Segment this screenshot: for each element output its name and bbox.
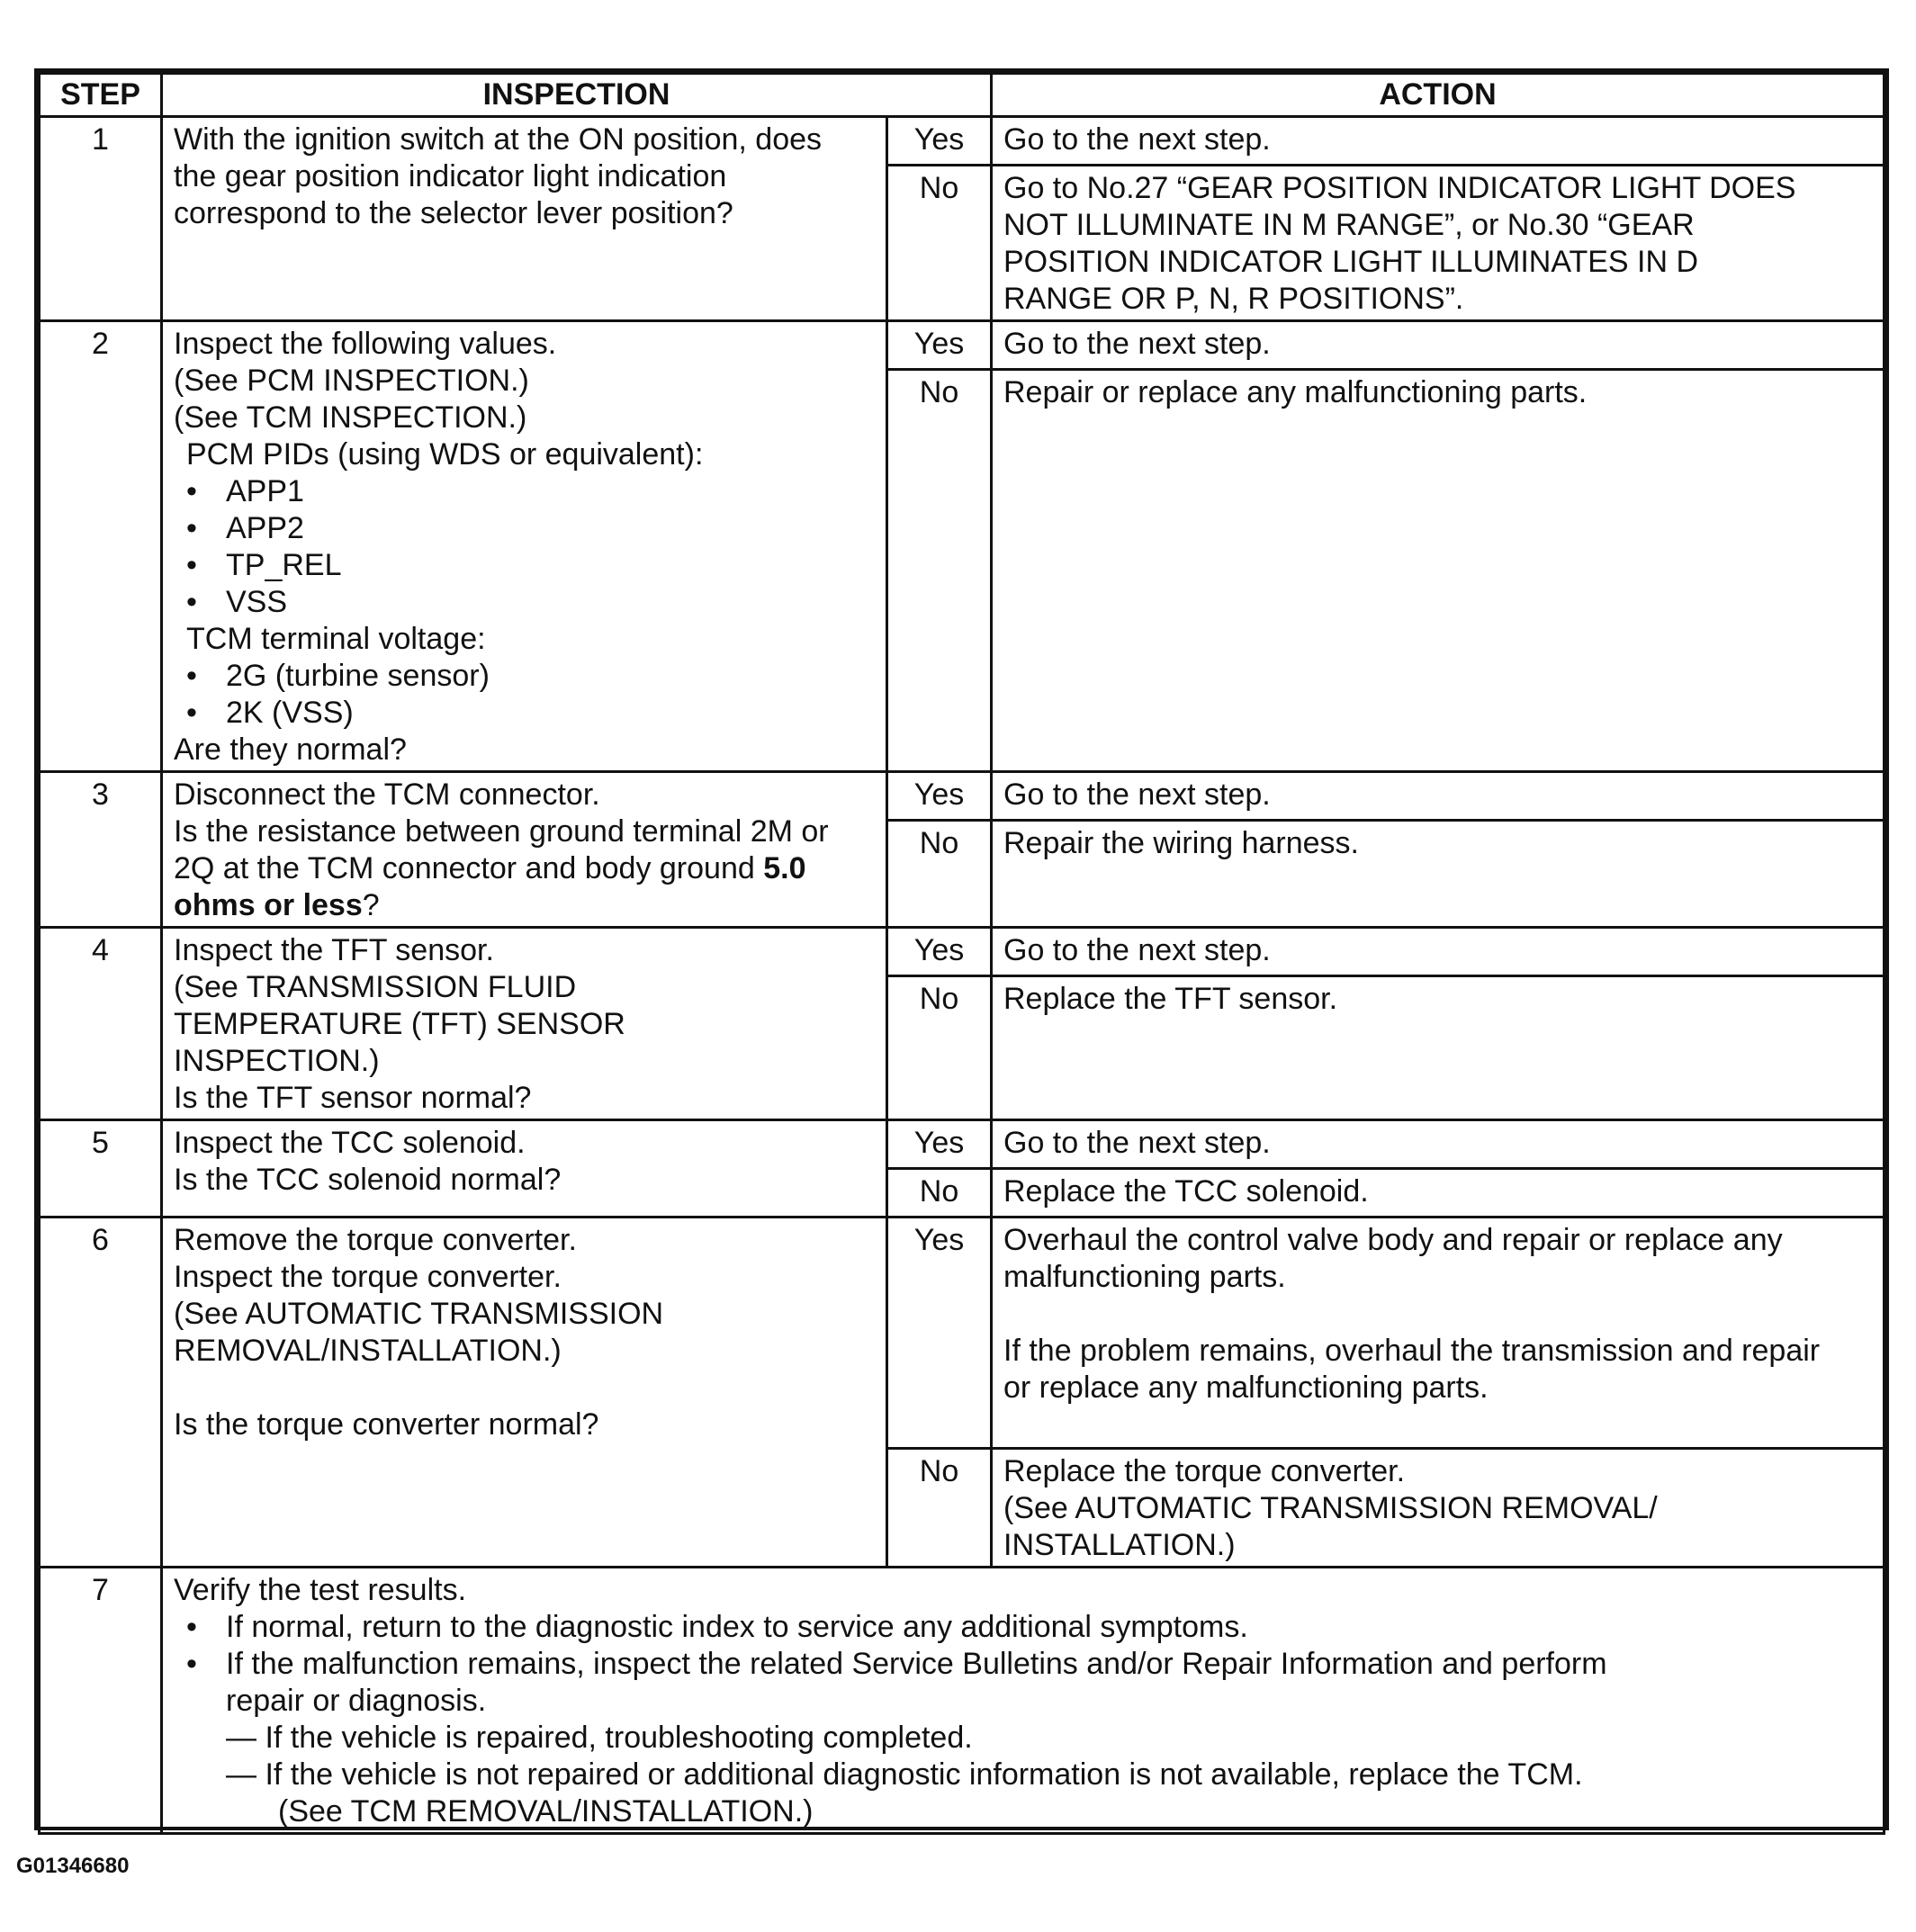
action-line: Overhaul the control valve body and repair or replace any bbox=[1003, 1223, 1783, 1257]
yes-action bbox=[992, 321, 1885, 370]
action-line: Repair or replace any malfunctioning parts. bbox=[1003, 375, 1588, 409]
action-line: or replace any malfunctioning parts. bbox=[1003, 1370, 1489, 1405]
dash-icon: — bbox=[226, 1721, 265, 1755]
yes-action bbox=[992, 117, 1885, 166]
step-number: 7 bbox=[40, 1568, 162, 1834]
inspection-question: Are they normal? bbox=[174, 732, 407, 767]
inspection-line: Inspect the torque converter. bbox=[174, 1260, 562, 1294]
no-action bbox=[992, 166, 1885, 321]
inspection-cell bbox=[162, 1120, 887, 1218]
inspection-line: INSPECTION.) bbox=[174, 1044, 380, 1078]
bullet-item: • If normal, return to the diagnostic index to service any additional symptoms. bbox=[186, 1610, 1248, 1644]
inspection-line: Is the TCC solenoid normal? bbox=[174, 1163, 562, 1197]
yes-label: Yes bbox=[887, 321, 992, 370]
no-action bbox=[992, 1449, 1885, 1568]
bullet-item: • If the malfunction remains, inspect the related Service Bulletins and/or Repair Information and perform bbox=[186, 1647, 1607, 1681]
inspection-cell bbox=[162, 772, 887, 928]
action-line: Repair the wiring harness. bbox=[1003, 826, 1359, 860]
no-label: No bbox=[887, 370, 992, 772]
inspection-line: Is the resistance between ground terminal 2M or bbox=[174, 814, 829, 849]
inspection-line: Remove the torque converter. bbox=[174, 1223, 577, 1257]
step-number: 5 bbox=[40, 1120, 162, 1218]
yes-label: Yes bbox=[887, 1120, 992, 1169]
action-line: Go to the next step. bbox=[1003, 1126, 1271, 1160]
step-row bbox=[40, 1218, 1885, 1449]
bullet-dot-icon: • bbox=[186, 1647, 197, 1681]
bullet-dot-icon: • bbox=[186, 659, 197, 693]
bullet-item: • APP2 bbox=[186, 511, 304, 545]
inspection-cell bbox=[162, 321, 887, 772]
step-number: 4 bbox=[40, 928, 162, 1120]
action-line: Go to the next step. bbox=[1003, 933, 1271, 967]
inspection-cell bbox=[162, 117, 887, 321]
inspection-line: Inspect the TCC solenoid. bbox=[174, 1126, 526, 1160]
action-line: POSITION INDICATOR LIGHT ILLUMINATES IN D bbox=[1003, 245, 1699, 279]
step-number: 3 bbox=[40, 772, 162, 928]
bullet-dot-icon: • bbox=[186, 511, 197, 545]
step-row bbox=[40, 772, 1885, 821]
no-label: No bbox=[887, 1169, 992, 1218]
action-line: Replace the TCC solenoid. bbox=[1003, 1174, 1369, 1209]
yes-label: Yes bbox=[887, 117, 992, 166]
inspection-cell bbox=[162, 928, 887, 1120]
no-action bbox=[992, 821, 1885, 928]
header-action: ACTION bbox=[992, 74, 1885, 117]
action-line: RANGE OR P, N, R POSITIONS”. bbox=[1003, 282, 1464, 316]
dash-item: — If the vehicle is repaired, troubleshooting completed. bbox=[226, 1721, 973, 1755]
step-row bbox=[40, 117, 1885, 166]
bullet-dot-icon: • bbox=[186, 585, 197, 619]
bullet-dot-icon: • bbox=[186, 1610, 197, 1644]
yes-action bbox=[992, 772, 1885, 821]
yes-action bbox=[992, 1120, 1885, 1169]
inspection-line: the gear position indicator light indication bbox=[174, 159, 727, 193]
no-label: No bbox=[887, 821, 992, 928]
no-action bbox=[992, 976, 1885, 1120]
bullet-item: • 2G (turbine sensor) bbox=[186, 659, 490, 693]
dash-icon: — bbox=[226, 1757, 265, 1792]
tcm-heading: TCM terminal voltage: bbox=[186, 622, 486, 656]
see-reference: (See TCM REMOVAL/INSTALLATION.) bbox=[278, 1794, 814, 1829]
inspection-cell bbox=[162, 1218, 887, 1568]
no-label: No bbox=[887, 1449, 992, 1568]
step-row bbox=[40, 928, 1885, 976]
step-number: 6 bbox=[40, 1218, 162, 1568]
bullet-item: • VSS bbox=[186, 585, 288, 619]
inspection-question: Is the torque converter normal? bbox=[174, 1407, 599, 1442]
bullet-dot-icon: • bbox=[186, 696, 197, 730]
header-row bbox=[40, 74, 1885, 117]
bullet-item: • TP_REL bbox=[186, 548, 342, 582]
inspection-line: ohms or less? bbox=[174, 888, 380, 922]
yes-label: Yes bbox=[887, 928, 992, 976]
dash-item: — If the vehicle is not repaired or additional diagnostic information is not available, replace the TCM. bbox=[226, 1757, 1583, 1792]
inspection-line: (See AUTOMATIC TRANSMISSION bbox=[174, 1297, 664, 1331]
action-line: Replace the torque converter. bbox=[1003, 1454, 1406, 1488]
bullet-item: • 2K (VSS) bbox=[186, 696, 354, 730]
pcm-heading: PCM PIDs (using WDS or equivalent): bbox=[186, 437, 704, 472]
inspection-line: 2Q at the TCM connector and body ground 5.0 bbox=[174, 851, 806, 885]
header-step: STEP bbox=[40, 74, 162, 117]
no-action bbox=[992, 370, 1885, 772]
no-label: No bbox=[887, 166, 992, 321]
inspection-line: (See TRANSMISSION FLUID bbox=[174, 970, 577, 1004]
step-number: 1 bbox=[40, 117, 162, 321]
action-line: NOT ILLUMINATE IN M RANGE”, or No.30 “GEAR bbox=[1003, 208, 1695, 242]
bullet-dot-icon: • bbox=[186, 474, 197, 508]
action-line: Replace the TFT sensor. bbox=[1003, 982, 1338, 1016]
action-line: Go to No.27 “GEAR POSITION INDICATOR LIGHT DOES bbox=[1003, 171, 1796, 205]
action-line: (See AUTOMATIC TRANSMISSION REMOVAL/ bbox=[1003, 1491, 1658, 1525]
bullet-continuation: repair or diagnosis. bbox=[226, 1684, 487, 1718]
step-number: 2 bbox=[40, 321, 162, 772]
inspection-line: (See TCM INSPECTION.) bbox=[174, 400, 527, 435]
inspection-line: (See PCM INSPECTION.) bbox=[174, 364, 529, 398]
action-line: malfunctioning parts. bbox=[1003, 1260, 1286, 1294]
action-line: Go to the next step. bbox=[1003, 122, 1271, 157]
no-action bbox=[992, 1169, 1885, 1218]
inspection-line: correspond to the selector lever position? bbox=[174, 196, 733, 230]
action-line: Go to the next step. bbox=[1003, 777, 1271, 812]
bold-value: ohms or less bbox=[174, 888, 363, 922]
yes-action bbox=[992, 1218, 1885, 1449]
yes-label: Yes bbox=[887, 1218, 992, 1449]
action-line: INSTALLATION.) bbox=[1003, 1528, 1236, 1562]
no-label: No bbox=[887, 976, 992, 1120]
inspection-line: REMOVAL/INSTALLATION.) bbox=[174, 1334, 562, 1368]
inspection-line: Inspect the following values. bbox=[174, 327, 557, 361]
action-line: Go to the next step. bbox=[1003, 327, 1271, 361]
diagnostic-table bbox=[34, 68, 1889, 1830]
verify-cell bbox=[162, 1568, 1885, 1834]
inspection-line: With the ignition switch at the ON position, does bbox=[174, 122, 823, 157]
bullet-dot-icon: • bbox=[186, 548, 197, 582]
figure-code: G01346680 bbox=[16, 1854, 130, 1878]
yes-label: Yes bbox=[887, 772, 992, 821]
step-row bbox=[40, 1568, 1885, 1834]
inspection-line: Is the TFT sensor normal? bbox=[174, 1081, 532, 1115]
bold-value: 5.0 bbox=[763, 851, 806, 885]
verify-intro: Verify the test results. bbox=[174, 1573, 467, 1607]
bullet-item: • APP1 bbox=[186, 474, 304, 508]
inspection-line: Disconnect the TCM connector. bbox=[174, 777, 600, 812]
header-inspection: INSPECTION bbox=[162, 74, 992, 117]
inspection-line: TEMPERATURE (TFT) SENSOR bbox=[174, 1007, 625, 1041]
step-row bbox=[40, 321, 1885, 370]
inspection-line: Inspect the TFT sensor. bbox=[174, 933, 494, 967]
yes-action bbox=[992, 928, 1885, 976]
action-line: If the problem remains, overhaul the transmission and repair bbox=[1003, 1334, 1821, 1368]
step-row bbox=[40, 1120, 1885, 1169]
